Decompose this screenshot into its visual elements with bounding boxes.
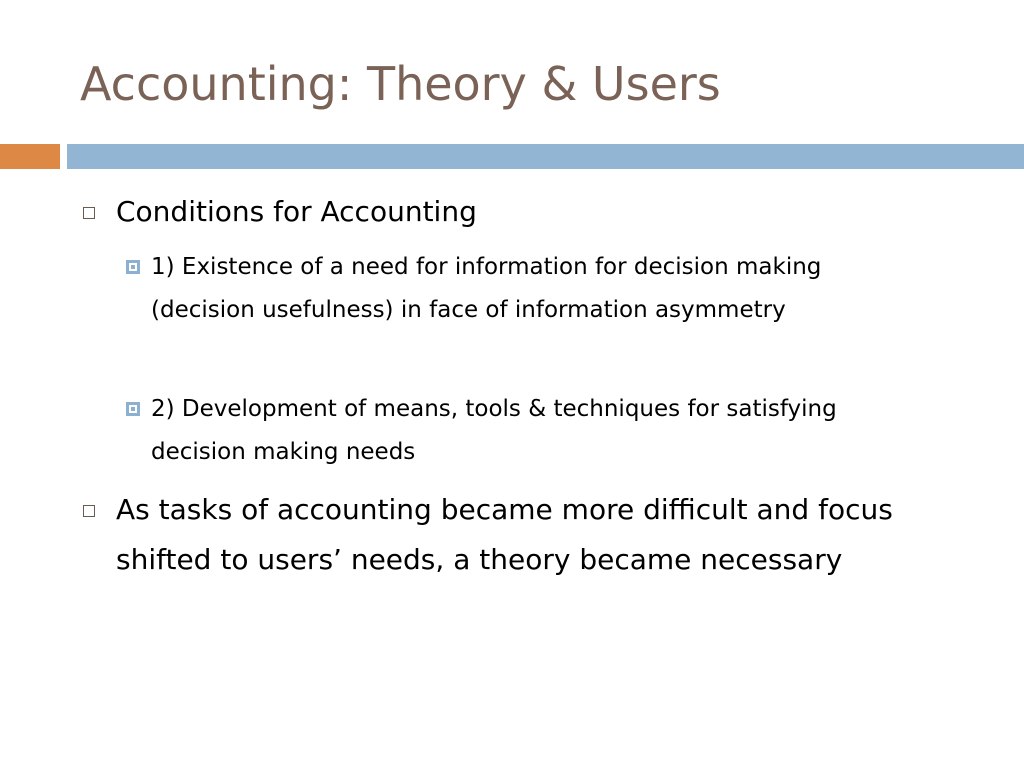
bullet-item-theory-necessary: As tasks of accounting became more difficult and focus shifted to users’ needs, a theory became necessary <box>116 493 893 576</box>
hollow-square-bullet-icon <box>83 207 95 219</box>
sub-bullet-item-means-tools: 2) Development of means, tools & techniques for satisfying decision making needs <box>151 396 837 465</box>
slide-title: Accounting: Theory & Users <box>80 57 721 111</box>
framed-square-bullet-icon <box>126 402 140 416</box>
framed-square-bullet-icon <box>126 260 140 274</box>
hollow-square-bullet-icon <box>83 505 95 517</box>
bullet-item-conditions: Conditions for Accounting <box>116 195 477 228</box>
sub-bullet-item-need-for-information: 1) Existence of a need for information for decision making (decision usefulness) in face of information asymmetry <box>151 254 822 323</box>
